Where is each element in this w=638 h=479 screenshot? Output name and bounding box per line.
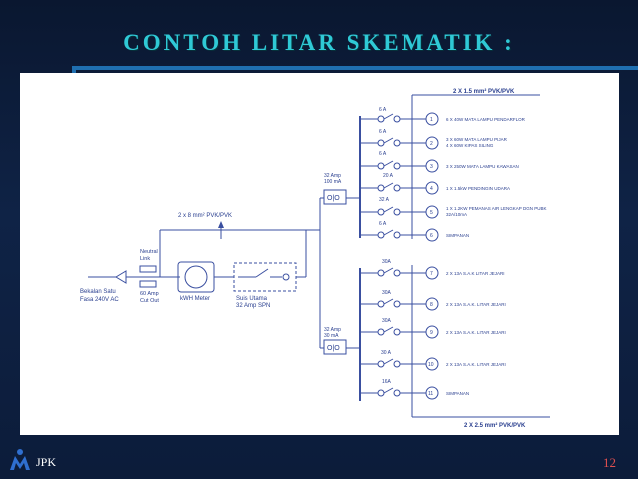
supply-terminal: [116, 271, 126, 283]
main-switch-label-2: 32 Amp SPN: [236, 303, 271, 309]
page-number: 12: [603, 455, 616, 470]
kwh-meter-label: kWH Meter: [180, 296, 210, 302]
circuit-description: 1 X 1.5kW PENDINGIN UDARA: [446, 186, 511, 191]
neutral-link: [140, 266, 156, 272]
circuit-number: 1: [430, 117, 433, 123]
circuit-rating: 6 A: [379, 107, 387, 113]
circuit-description: 2 X 13A S.A.K. LITAR JEJARI: [446, 302, 506, 307]
cutout-label-2: Cut Out: [140, 298, 159, 304]
rccb-top-label-1: 32 Amp: [324, 173, 341, 179]
circuit-rating: 16A: [382, 379, 391, 385]
svg-text:O|O: O|O: [327, 345, 340, 352]
power-circuit-8: [360, 290, 506, 310]
lighting-circuit-1: [360, 107, 526, 125]
circuit-description: 3 X 250W MATA LAMPU KAWASAN: [446, 164, 519, 169]
power-circuit-9: [360, 318, 506, 338]
circuit-number: 10: [428, 362, 434, 368]
circuit-number: 6: [430, 233, 433, 239]
circuit-description-2: 32A/10mA: [446, 212, 468, 217]
rccb-bottom-label-2: 30 mA: [324, 333, 339, 339]
supply-label-2: Fasa 240V AC: [80, 297, 119, 303]
top-cable-label: 2 X 1.5 mm² PVK/PVK: [453, 89, 515, 95]
power-circuit-10: [360, 350, 506, 370]
jpk-logo-icon: [8, 448, 32, 472]
circuit-number: 5: [430, 210, 433, 216]
main-switch-blade: [256, 269, 268, 277]
circuit-rating: 30A: [382, 259, 391, 265]
circuit-number: 9: [430, 330, 433, 336]
power-circuit-11: [360, 379, 469, 399]
circuit-rating: 6 A: [379, 129, 387, 135]
circuit-number: 4: [430, 186, 433, 192]
kwh-meter-dial: [185, 266, 207, 288]
circuit-rating: 20 A: [383, 173, 394, 179]
title-divider: [72, 66, 638, 70]
circuit-rating: 30 A: [381, 350, 392, 356]
neutral-link-label-1: Neutral: [140, 249, 158, 255]
circuit-description: 1 X 1.2KW PEMANAS AIR LENGKAP DGN PUBK: [446, 206, 547, 211]
circuit-number: 2: [430, 141, 433, 147]
circuit-description: SIMPANAN: [446, 233, 470, 238]
circuit-rating: 6 A: [379, 151, 387, 157]
circuit-description: 6 X 40W MATA LAMPU PENDARFLOR: [446, 117, 525, 122]
circuit-description: 2 X 13A S.A.K. LITAR JEJARI: [446, 362, 506, 367]
lighting-circuit-5: [360, 197, 546, 218]
rccb-bottom-label-1: 32 Amp: [324, 327, 341, 333]
circuit-description: 2 X 13A S.A.K LITAR JEJARI: [446, 271, 505, 276]
circuit-number: 11: [428, 391, 434, 397]
circuit-description-2: 4 X 60W KIPAS SILING: [446, 143, 494, 148]
circuit-rating: 30A: [382, 290, 391, 296]
power-circuit-7: [360, 259, 504, 279]
lighting-circuit-3: [360, 151, 519, 172]
lighting-circuit-6: [360, 221, 469, 241]
svg-text:O|O: O|O: [327, 195, 340, 202]
lighting-circuit-4: [360, 173, 510, 194]
bottom-cable-label: 2 X 2.5 mm² PVK/PVK: [464, 423, 526, 429]
slide-title: CONTOH LITAR SKEMATIK :: [123, 30, 515, 55]
circuit-description: SIMPANAN: [446, 391, 470, 396]
circuit-number: 3: [430, 164, 433, 170]
circuit-number: 8: [430, 302, 433, 308]
rccb-top-label-2: 100 mA: [324, 179, 342, 185]
circuit-description: 2 X 13A S.A.K. LITAR JEJARI: [446, 330, 506, 335]
footer-org: JPK: [36, 455, 57, 469]
schematic-panel: [20, 73, 619, 435]
circuit-description: 3 X 60W MATA LAMPU PIJAR: [446, 137, 507, 142]
lighting-circuit-2: [360, 129, 508, 149]
main-cable-label: 2 x 8 mm² PVK/PVK: [178, 213, 233, 219]
circuit-number: 7: [430, 271, 433, 277]
neutral-link-label-2: Link: [140, 256, 151, 262]
cutout-fuse: [140, 281, 156, 287]
main-switch-label-1: Suis Utama: [236, 296, 268, 302]
supply-label-1: Bekalan Satu: [80, 289, 116, 295]
schematic-diagram: [20, 73, 619, 435]
circuit-rating: 30A: [382, 318, 391, 324]
circuit-rating: 32 A: [379, 197, 390, 203]
cutout-label-1: 60 Amp: [140, 291, 159, 297]
circuit-rating: 6 A: [379, 221, 387, 227]
